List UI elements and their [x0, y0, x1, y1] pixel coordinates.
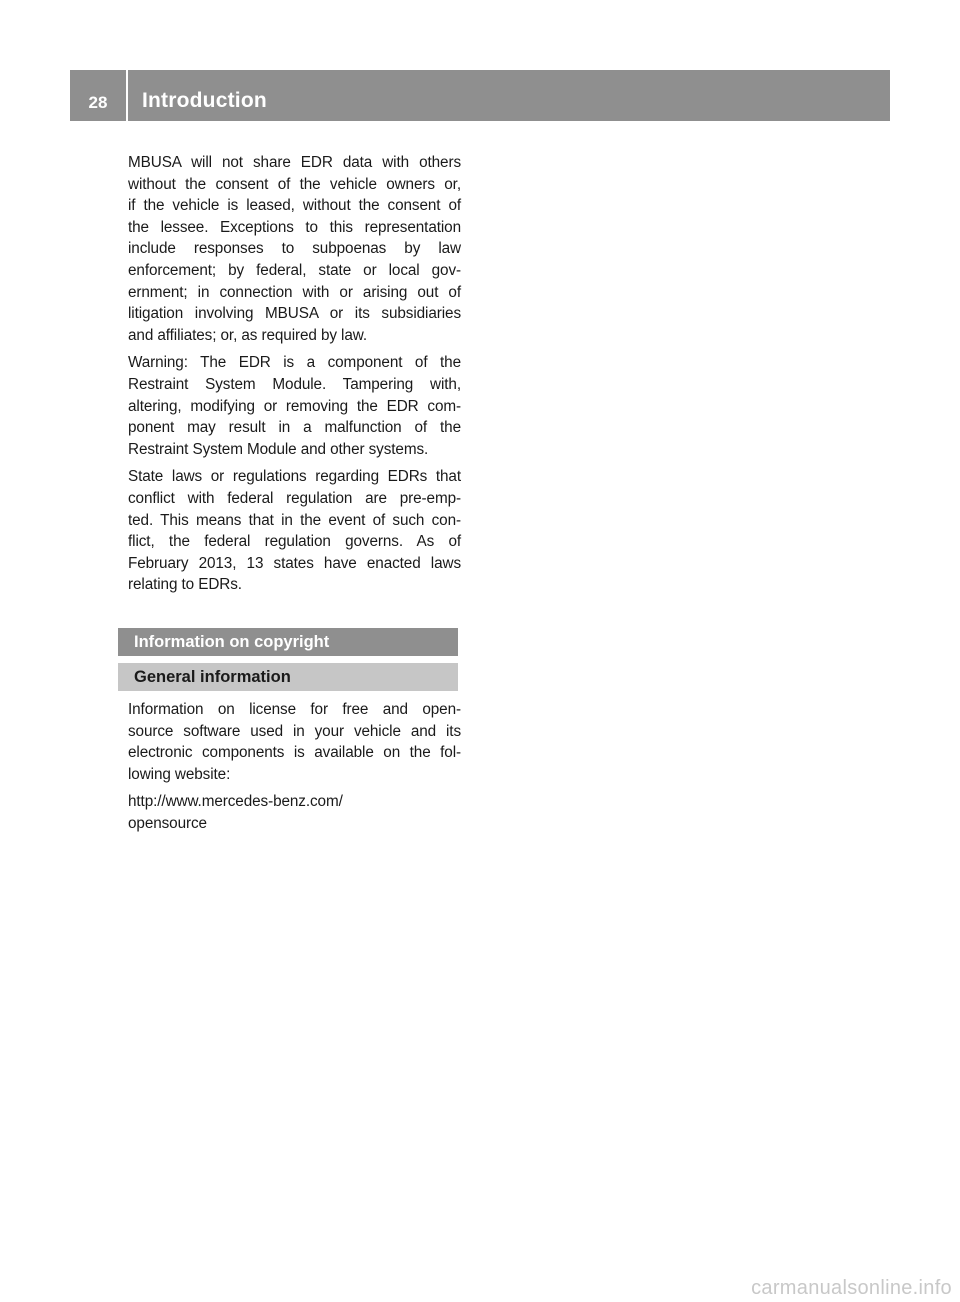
- text-line: source software used in your vehicle and its: [128, 722, 461, 740]
- chapter-title: Introduction: [142, 89, 267, 112]
- url-line: http://www.mercedes-benz.com/: [128, 793, 343, 811]
- text-line: February 2013, 13 states have enacted laws: [128, 554, 461, 572]
- text-line: altering, modifying or removing the EDR com-: [128, 397, 461, 415]
- watermark: carmanualsonline.info: [751, 1277, 952, 1299]
- text-line: electronic components is available on the fol-: [128, 744, 461, 762]
- paragraph-license-info: [128, 699, 461, 785]
- text-line: Warning: The EDR is a component of the: [128, 354, 461, 372]
- text-line: the lessee. Exceptions to this representation: [128, 218, 461, 236]
- header-divider: [126, 70, 128, 121]
- text-line: enforcement; by federal, state or local gov-: [128, 261, 461, 279]
- paragraph-website-url: [128, 791, 461, 834]
- page-number: 28: [88, 93, 108, 112]
- text-line: litigation involving MBUSA or its subsidiaries: [128, 305, 461, 323]
- text-line: ted. This means that in the event of such con-: [128, 511, 461, 529]
- paragraph-edr-warning: [128, 352, 461, 460]
- text-line: include responses to subpoenas by law: [128, 240, 461, 258]
- text-line: Restraint System Module and other systems.: [128, 440, 429, 458]
- text-line: conflict with federal regulation are pre-emp-: [128, 489, 461, 507]
- text-line: Restraint System Module. Tampering with,: [128, 375, 461, 393]
- text-line: relating to EDRs.: [128, 576, 242, 594]
- paragraph-edr-sharing: [128, 152, 461, 346]
- text-line: and affiliates; or, as required by law.: [128, 326, 368, 344]
- text-line: ponent may result in a malfunction of the: [128, 419, 461, 437]
- text-line: lowing website:: [128, 765, 231, 783]
- page-header: [70, 70, 890, 121]
- section-heading-copyright: Information on copyright: [118, 628, 458, 656]
- body-text-copyright: [128, 699, 461, 841]
- text-line: Information on license for free and open-: [128, 701, 461, 718]
- text-line: MBUSA will not share EDR data with others: [128, 154, 461, 171]
- text-line: without the consent of the vehicle owners or,: [128, 175, 461, 193]
- body-text: [128, 152, 461, 602]
- paragraph-state-laws: [128, 466, 461, 596]
- text-line: State laws or regulations regarding EDRs that: [128, 468, 461, 486]
- url-line: opensource: [128, 814, 207, 832]
- subsection-heading-general-information: General information: [118, 663, 458, 691]
- text-line: flict, the federal regulation governs. As of: [128, 533, 461, 551]
- text-line: ernment; in connection with or arising out of: [128, 283, 461, 301]
- text-line: if the vehicle is leased, without the consent of: [128, 197, 461, 215]
